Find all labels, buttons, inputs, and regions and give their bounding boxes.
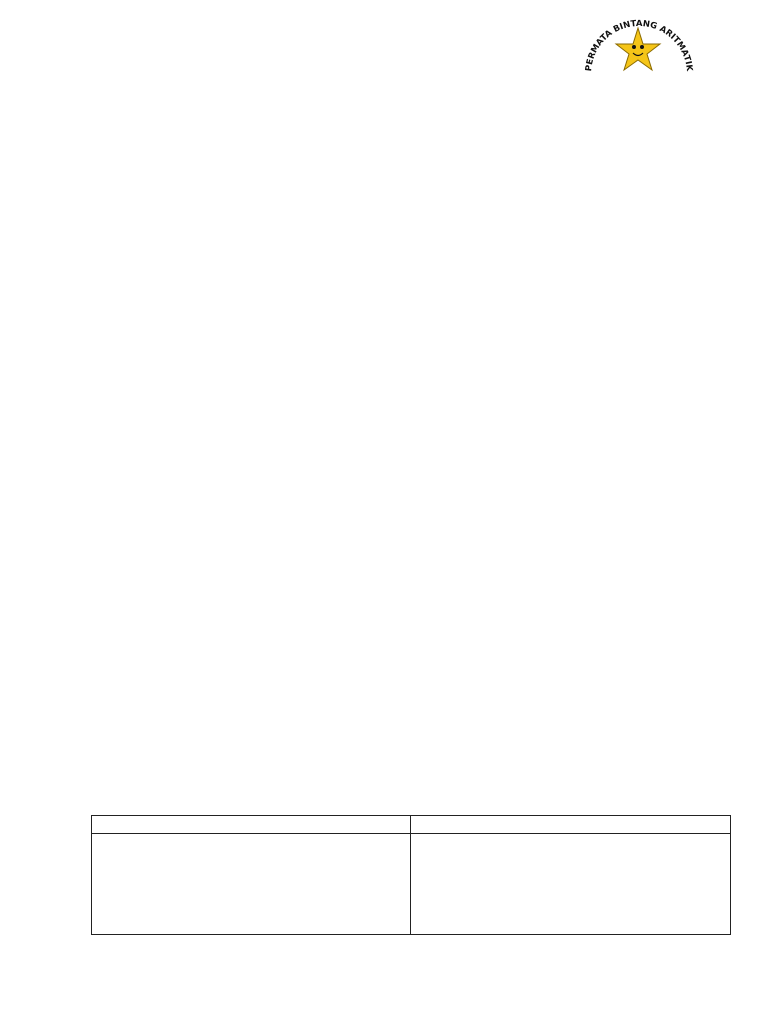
providing-column: [411, 816, 730, 934]
asking-column: [92, 816, 410, 934]
providing-header: [411, 816, 730, 834]
svg-text:PERMATA BINTANG ARITMATIK: PERMATA BINTANG ARITMATIK: [584, 18, 694, 72]
star-mascot-logo-icon: [577, 14, 699, 90]
asking-header: [92, 816, 410, 834]
info-table: [91, 815, 731, 935]
